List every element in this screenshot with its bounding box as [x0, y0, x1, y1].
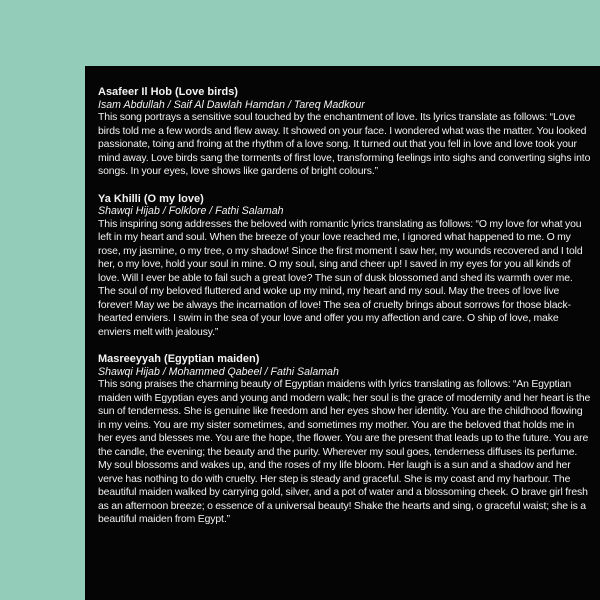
song-description: This song praises the charming beauty of Egyptian maidens with lyrics translating as follows: “An Egyptian maiden with Egyptian eyes and young and modern walk; her soul is the grace of modernity and her heart is the sun of tenderness. She is genuine like freedom and her eyes show her identity. You are the childhood flowing in my veins. You are my sister sometimes, and sometimes my mother. You are the beloved that holds me in her eyes and blesses me. You are the hope, the flower. You are the present that leads up to the future. You are the candle, the evening; the beauty and the purity. Wherever my soul goes, tenderness diffuses its perfume. My soul blossoms and wakes up, and the roses of my life bloom. Her laugh is a sun and a shadow and her verve has nothing to do with cruelty. Her step is steady and graceful. She is my coast and my harbour. The beautiful maiden walked by carrying gold, silver, and a pot of water and a blossoming cheek. O brave girl fresh as an afternoon breeze; o essence of a universal beauty! Shake the hearts and sing, o graceful waist; she is a beautiful maiden from Egypt.”	[98, 379, 591, 525]
song-credits: Shawqi Hijab / Folklore / Fathi Salamah	[98, 205, 284, 217]
song-title: Asafeer Il Hob (Love birds)	[98, 86, 238, 98]
song-description: This song portrays a sensitive soul touched by the enchantment of love. Its lyrics translate as follows: “Love birds told me a few words and flew away. It showed on your face. I wondered what was the matter. You looked passionate, toing and froing at the rhythm of a love song. It turned out that you fell in love and love took your mind away. Love birds sang the torments of first love, transforming feelings into sighs and converting sighs into songs. In your eyes, love shows like gardens of bright colours.”	[98, 112, 591, 177]
liner-notes-panel	[85, 66, 600, 600]
song-entry-love-birds	[98, 86, 591, 179]
song-entry-o-my-love	[98, 193, 591, 340]
song-title: Ya Khilli (O my love)	[98, 192, 204, 205]
song-entry-egyptian-maiden	[98, 353, 591, 527]
song-credits: Shawqi Hijab / Mohammed Qabeel / Fathi Salamah	[98, 365, 339, 378]
song-credits: Isam Abdullah / Saif Al Dawlah Hamdan / Tareq Madkour	[98, 98, 365, 111]
song-title: Masreeyyah (Egyptian maiden)	[98, 353, 260, 365]
song-description: This inspiring song addresses the beloved with romantic lyrics translating as follows: “O my love for what you left in my heart and soul. When the breeze of your love reached me, I ignored what happened to me. O my rose, my jasmine, o my tree, o my shadow! Since the first moment I saw her, my wounds recovered and I told her, o my love, hold your soul in mine. O my soul, sing and cheer up! I saved in my eyes for you all kinds of love. Will I ever be able to fail such a great love? The sun of dusk blossomed and shed its warmth over me. The soul of my beloved fluttered and woke up my mind, my heart and my soul. May the trees of love live forever! May we be always the incarnation of love! The sea of cruelty brings about sorrows for those black-hearted enviers. I swim in the sea of your love and offer you my affection and care. O ship of love, make enviers melt with jealousy.”	[98, 218, 583, 338]
